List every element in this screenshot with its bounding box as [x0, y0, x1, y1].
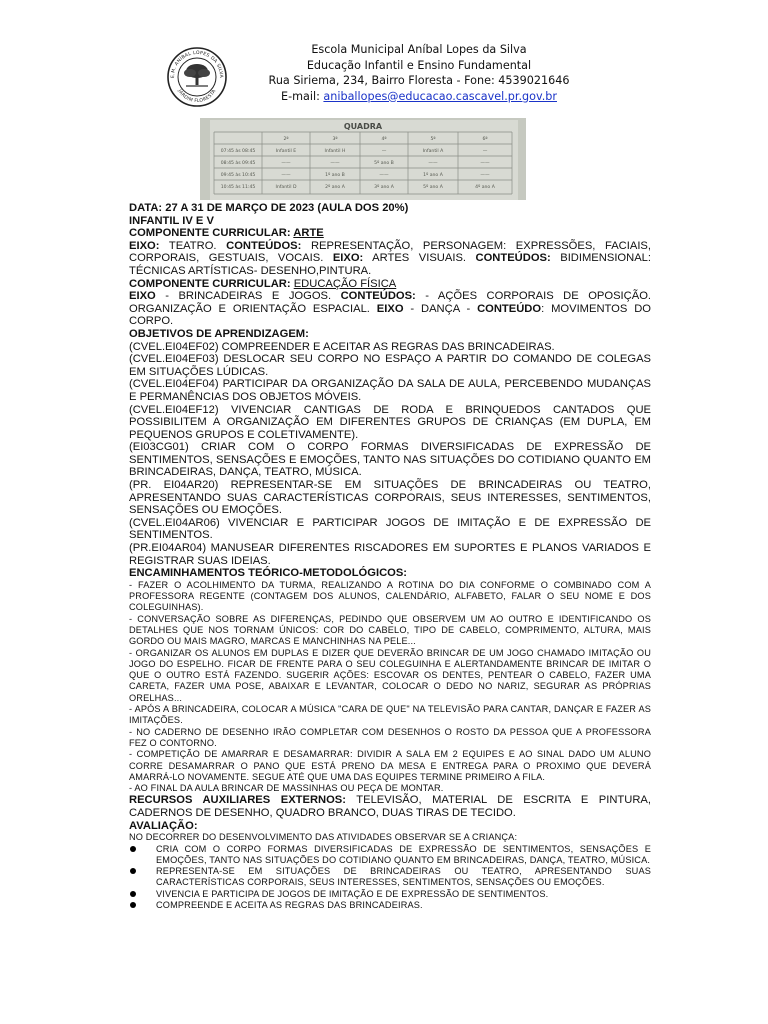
school-name: Escola Municipal Aníbal Lopes da Silva: [311, 43, 527, 56]
school-info: [234, 42, 604, 104]
schedule-cell: 5º ano B: [374, 161, 394, 166]
schedule-cell: ——: [379, 173, 389, 178]
bullet-icon: [130, 846, 136, 852]
schedule-photo: [200, 118, 526, 200]
class-line: INFANTIL IV E V: [129, 214, 214, 227]
schedule-header-cell: 4ª: [381, 137, 387, 142]
schedule-cell: 1º ano B: [325, 173, 345, 178]
svg-text:JARDIM FLORESTA: JARDIM FLORESTA: [176, 89, 218, 105]
evaluation-text: CRIA COM O CORPO FORMAS DIVERSIFICADAS DE EXPRESSÃO DE SENTIMENTOS, SENSAÇÕES E EMOÇÕES, TANTO NAS SITUAÇÕES DO COTIDIANO QUANTO EM BRINCADEIRAS, DANÇA, TEATRO, MÚSICA.: [156, 843, 651, 865]
resources: [129, 794, 651, 819]
schedule-cell: ——: [330, 161, 340, 166]
school-email-line: [234, 89, 604, 105]
bullet-icon: [130, 891, 136, 897]
evaluation-item: [129, 866, 651, 889]
objective-item: (CVEL.EI04AR06) VIVENCIAR E PARTICIPAR JOGOS DE IMITAÇÃO E DE EXPRESSÃO DE SENTIMENTOS.: [129, 516, 651, 542]
bullet-icon: [130, 868, 136, 874]
evaluation-text: VIVENCIA E PARTICIPA DE JOGOS DE IMITAÇÃO E DE EXPRESSÃO DE SENTIMENTOS.: [156, 888, 549, 899]
schedule-cell: 4º ano A: [475, 185, 495, 190]
schedule-header-cell: 6ª: [482, 137, 488, 142]
eixo-label: EIXO: [376, 302, 404, 315]
conteudo-label: CONTEÚDOS:: [340, 290, 416, 303]
schedule-cell: 07:45 às 08:45: [220, 149, 256, 154]
schedule-header-cell: 2ª: [283, 137, 289, 142]
schedule-cell: 1º ano A: [423, 173, 443, 178]
schedule-header-cell: 3ª: [332, 137, 338, 142]
method-item: - NO CADERNO DE DESENHO IRÃO COMPLETAR COM DESENHOS O ROSTO DA PESSOA QUE A PROFESSORA FEZ O CONTORNO.: [129, 726, 651, 748]
school-header: [160, 38, 620, 108]
objective-item: (PR. EI04AR20) REPRESENTAR-SE EM SITUAÇÕES DE BRINCADEIRAS OU TEATRO, APRESENTANDO SUAS CARACTERÍSTICAS CORPORAIS, SEUS INTERESSES, SENTIMENTOS, SENSAÇÕES OU EMOÇÕES.: [129, 479, 651, 517]
school-level: Educação Infantil e Ensino Fundamental: [306, 58, 532, 72]
schedule-cell: ——: [480, 161, 490, 166]
bullet-icon: [130, 902, 136, 908]
evaluation-heading: AVALIAÇÃO:: [129, 819, 198, 832]
eixo-label: EIXO: [129, 290, 156, 303]
school-address: Rua Siriema, 234, Bairro Floresta - Fone: 4539021646: [268, 74, 570, 87]
objective-item: (CVEL.EI04EF03) DESLOCAR SEU CORPO NO ESPAÇO A PARTIR DO COMANDO DE COLEGAS EM SITUAÇÕES LÚDICAS.: [129, 353, 651, 378]
eixo-label: EIXO:: [129, 239, 160, 252]
component-label: COMPONENTE CURRICULAR:: [129, 227, 294, 240]
date-line: DATA: 27 A 31 DE MARÇO DE 2023 (AULA DOS 20%): [129, 202, 409, 214]
conteudo-label: CONTEÚDOS:: [475, 252, 551, 265]
component-label: COMPONENTE CURRICULAR:: [129, 277, 294, 290]
method-item: - APÓS A BRINCADEIRA, COLOCAR A MÚSICA "CARA DE QUE" NA TELEVISÃO PARA CANTAR, DANÇAR E FAZER AS IMITAÇÕES.: [129, 704, 651, 726]
schedule-header-cell: 5ª: [430, 137, 436, 142]
email-link[interactable]: aniballopes@educacao.cascavel.pr.gov.br: [323, 89, 557, 103]
schedule-cell: Infantil A: [422, 149, 444, 154]
email-label: E-mail:: [281, 89, 324, 103]
svg-text:E.M. ANÍBAL LOPES DA SILVA: E.M. ANÍBAL LOPES DA SILVA: [170, 50, 224, 79]
method-item: - FAZER O ACOLHIMENTO DA TURMA, REALIZANDO A ROTINA DO DIA CONFORME O COMBINADO COM A PROFESSORA REGENTE (CONTAGEM DOS ALUNOS, CALENDÁRIO, ALFABETO, FALAR O SEU NOME E DOS COLEGUINHAS).: [129, 579, 651, 613]
schedule-cell: —: [381, 149, 387, 154]
schedule-cell: Infantil H: [324, 149, 346, 154]
method-item: - CONVERSAÇÃO SOBRE AS DIFERENÇAS, PEDINDO QUE OBSERVEM UM AO OUTRO E IDENTIFICANDO OS DETALHES QUE NOS TORNAM ÚNICOS: COR DO CABELO, TIPO DE CABELO, COMPRIMENTO, ALTURA, MAIS GORDO OU MAIS MAGRO, MARCAS E MANCHINHAS NA PELE...: [129, 613, 651, 647]
eixo-text: ARTES VISUAIS.: [363, 252, 476, 265]
schedule-cell: 5º ano A: [423, 185, 443, 190]
schedule-cell: Infantil D: [275, 185, 297, 190]
evaluation-item: [129, 900, 651, 911]
conteudo-text: BIDIMENSIONAL: TÉCNICAS ARTÍSTICAS- DESENHO,PINTURA.: [129, 252, 651, 277]
objective-item: (PR.EI04AR04) MANUSEAR DIFERENTES RISCADORES EM SUPORTES E PLANOS VARIADOS E REGISTRAR SUAS IDEIAS.: [129, 542, 651, 567]
evaluation-item: [129, 889, 651, 900]
component-arte: [129, 227, 651, 240]
evaluation-text: COMPREENDE E ACEITA AS REGRAS DAS BRINCADEIRAS.: [156, 900, 423, 911]
schedule-cell: ——: [480, 173, 490, 178]
conteudo-text: : MOVIMENTOS DO CORPO.: [129, 302, 651, 328]
evaluation-text: REPRESENTA-SE EM SITUAÇÕES DE BRINCADEIRAS OU TEATRO, APRESENTANDO SUAS CARACTERÍSTICAS CORPORAIS, SEUS INTERESSES, SENTIMENTOS, SENSAÇÕES OU EMOÇÕES.: [156, 866, 651, 888]
objective-item: (EI03CG01) CRIAR COM O CORPO FORMAS DIVERSIFICADAS DE EXPRESSÃO DE SENTIMENTOS, SENSAÇÕES E EMOÇÕES, TANTO NAS SITUAÇÕES DO COTIDIANO QUANTO EM BRINCADEIRAS, DANÇA, TEATRO, MÚSICA.: [129, 441, 651, 479]
objective-item: (CVEL.EI04EF04) PARTICIPAR DA ORGANIZAÇÃO DA SALA DE AULA, PERCEBENDO MUDANÇAS E PERMANÊNCIAS DOS OBJETOS MÓVEIS.: [129, 378, 651, 403]
conteudo-label: CONTEÚDO: [477, 302, 542, 315]
arte-content: [129, 240, 651, 278]
evaluation-item: [129, 844, 651, 867]
conteudo-text: - AÇÕES CORPORAIS DE OPOSIÇÃO. ORGANIZAÇÃO E ORIENTAÇÃO ESPACIAL.: [129, 290, 651, 315]
resources-label: RECURSOS AUXILIARES EXTERNOS:: [129, 794, 346, 807]
resources-text: TELEVISÃO, MATERIAL DE ESCRITA E PINTURA, CADERNOS DE DESENHO, QUADRO BRANCO, DUAS TIRAS DE TECIDO.: [129, 794, 651, 820]
edfis-content: [129, 290, 651, 328]
schedule-cell: ——: [281, 161, 291, 166]
method-item: - COMPETIÇÃO DE AMARRAR E DESAMARRAR: DIVIDIR A SALA EM 2 EQUIPES E AO SINAL DADO UM ALUNO CORRE DESAMARRAR O PANO QUE ESTÁ PRENO DA MESA E ENTREGA PARA O PROXIMO QUE DEVERÁ AMARRÁ-LO NOVAMENTE. SEGUE ATÉ QUE UMA DAS EQUIPES TERMINE PRIMEIRO A FILA.: [129, 749, 651, 782]
component-value: EDUCAÇÃO FÍSICA: [293, 277, 397, 290]
schedule-cell: ——: [281, 173, 291, 178]
component-edfis: [129, 278, 651, 291]
eixo-text: TEATRO.: [159, 239, 227, 252]
objective-item: (CVEL.EI04EF12) VIVENCIAR CANTIGAS DE RODA E BRINQUEDOS CANTADOS QUE POSSIBILITEM A ORGANIZAÇÃO EM DIFERENTES GRUPOS DE CRIANÇAS (EM DUPLA, EM PEQUENOS GRUPOS E COLETIVAMENTE).: [129, 403, 651, 441]
school-logo: [166, 46, 228, 108]
method-item: - ORGANIZAR OS ALUNOS EM DUPLAS E DIZER QUE DEVERÃO BRINCAR DE UM JOGO CHAMADO IMITAÇÃO OU JOGO DO ESPELHO. FICAR DE FRENTE PARA O SEU COLEGUINHA E ALERTANDAMENTE BRINCAR DE IMITAR O QUE O OUTRO ESTÁ FAZENDO. SUGERIR AÇÕES: ESCOVAR OS DENTES, PENTEAR O CABELO, FAZER UMA CARETA, FAZER UMA POSE, ABAIXAR E LEVANTAR, COLOCAR O DEDO NO NARIZ, SEGURAR AS PRÓPRIAS ORELHAS...: [129, 647, 651, 703]
eixo-label: EIXO:: [332, 252, 364, 265]
lesson-plan: [129, 202, 651, 911]
schedule-title: QUADRA: [343, 122, 383, 131]
schedule-cell: 08:45 às 09:45: [220, 161, 256, 166]
conteudo-text: REPRESENTAÇÃO, PERSONAGEM: EXPRESSÕES, FACIAIS, CORPORAIS, GESTUAIS, VOCAIS.: [129, 239, 651, 265]
schedule-cell: Infantil E: [275, 149, 297, 154]
schedule-cell: —: [482, 149, 488, 154]
schedule-cell: ——: [428, 161, 438, 166]
evaluation-intro: NO DECORRER DO DESENVOLVIMENTO DAS ATIVIDADES OBSERVAR SE A CRIANÇA:: [129, 832, 518, 843]
schedule-cell: 2º ano A: [325, 185, 345, 190]
objectives-heading: OBJETIVOS DE APRENDIZAGEM:: [129, 327, 309, 340]
conteudo-label: CONTEÚDOS:: [226, 239, 302, 252]
methods-heading: ENCAMINHAMENTOS TEÓRICO-METODOLÓGICOS:: [129, 567, 408, 580]
schedule-cell: 10:45 às 11:45: [220, 185, 256, 190]
objective-item: (CVEL.EI04EF02) COMPREENDER E ACEITAR AS REGRAS DAS BRINCADEIRAS.: [129, 340, 555, 353]
schedule-cell: 3º ano A: [374, 185, 394, 190]
eixo-text: - BRINCADEIRAS E JOGOS.: [155, 290, 341, 303]
eixo-text: - DANÇA -: [403, 302, 478, 315]
component-value: ARTE: [293, 227, 324, 240]
schedule-cell: 09:45 às 10:45: [220, 173, 256, 178]
method-item: - AO FINAL DA AULA BRINCAR DE MASSINHAS OU PEÇA DE MONTAR.: [129, 783, 444, 794]
